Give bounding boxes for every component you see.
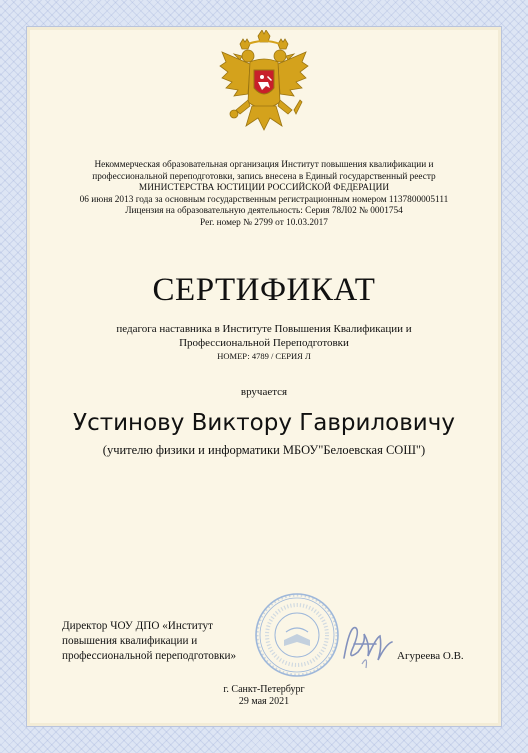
organization-line: 06 июня 2013 года за основным государственным регистрационным номером 1137800005111 xyxy=(79,194,449,205)
place-and-date xyxy=(0,684,528,708)
recipient-position: (учителю физики и информатики МБОУ"Белоевская СОШ") xyxy=(102,443,426,457)
subtitle-line: Профессиональной Переподготовки xyxy=(179,337,349,349)
issue-date: 29 мая 2021 xyxy=(238,696,290,707)
certificate-number: НОМЕР: 4789 / СЕРИЯ Л xyxy=(217,351,311,361)
director-title xyxy=(62,619,272,663)
director-line: Директор ЧОУ ДПО «Институт xyxy=(62,620,213,632)
organization-line: Рег. номер № 2799 от 10.03.2017 xyxy=(200,217,328,228)
subtitle-line: педагога наставника в Институте Повышения Квалификации и xyxy=(116,323,412,335)
certificate-title: СЕРТИФИКАТ xyxy=(152,272,376,308)
certificate-subtitle xyxy=(60,322,468,350)
organization-line: Лицензия на образовательную деятельность: Серия 78Л02 № 0001754 xyxy=(125,206,403,217)
organization-line: МИНИСТЕРСТВА ЮСТИЦИИ РОССИЙСКОЙ ФЕДЕРАЦИИ xyxy=(138,183,390,194)
organization-line: Некоммерческая образовательная организация Институт повышения квалификации и xyxy=(94,160,434,170)
coat-of-arms-icon xyxy=(218,30,310,150)
organization-line: профессиональной переподготовки, запись внесена в Единый государственный реестр xyxy=(92,171,436,182)
signer-name: Агуреева О.В. xyxy=(397,650,464,662)
presented-label: вручается xyxy=(240,386,288,398)
director-line: профессиональной переподготовки» xyxy=(62,649,237,662)
director-line: повышения квалификации и xyxy=(62,634,198,647)
recipient-name: Устинову Виктору Гавриловичу xyxy=(73,410,455,436)
handwritten-signature-icon xyxy=(336,614,396,670)
seal-stamp-icon xyxy=(254,592,340,678)
organization-info xyxy=(40,160,488,230)
city: г. Санкт-Петербург xyxy=(223,684,305,695)
